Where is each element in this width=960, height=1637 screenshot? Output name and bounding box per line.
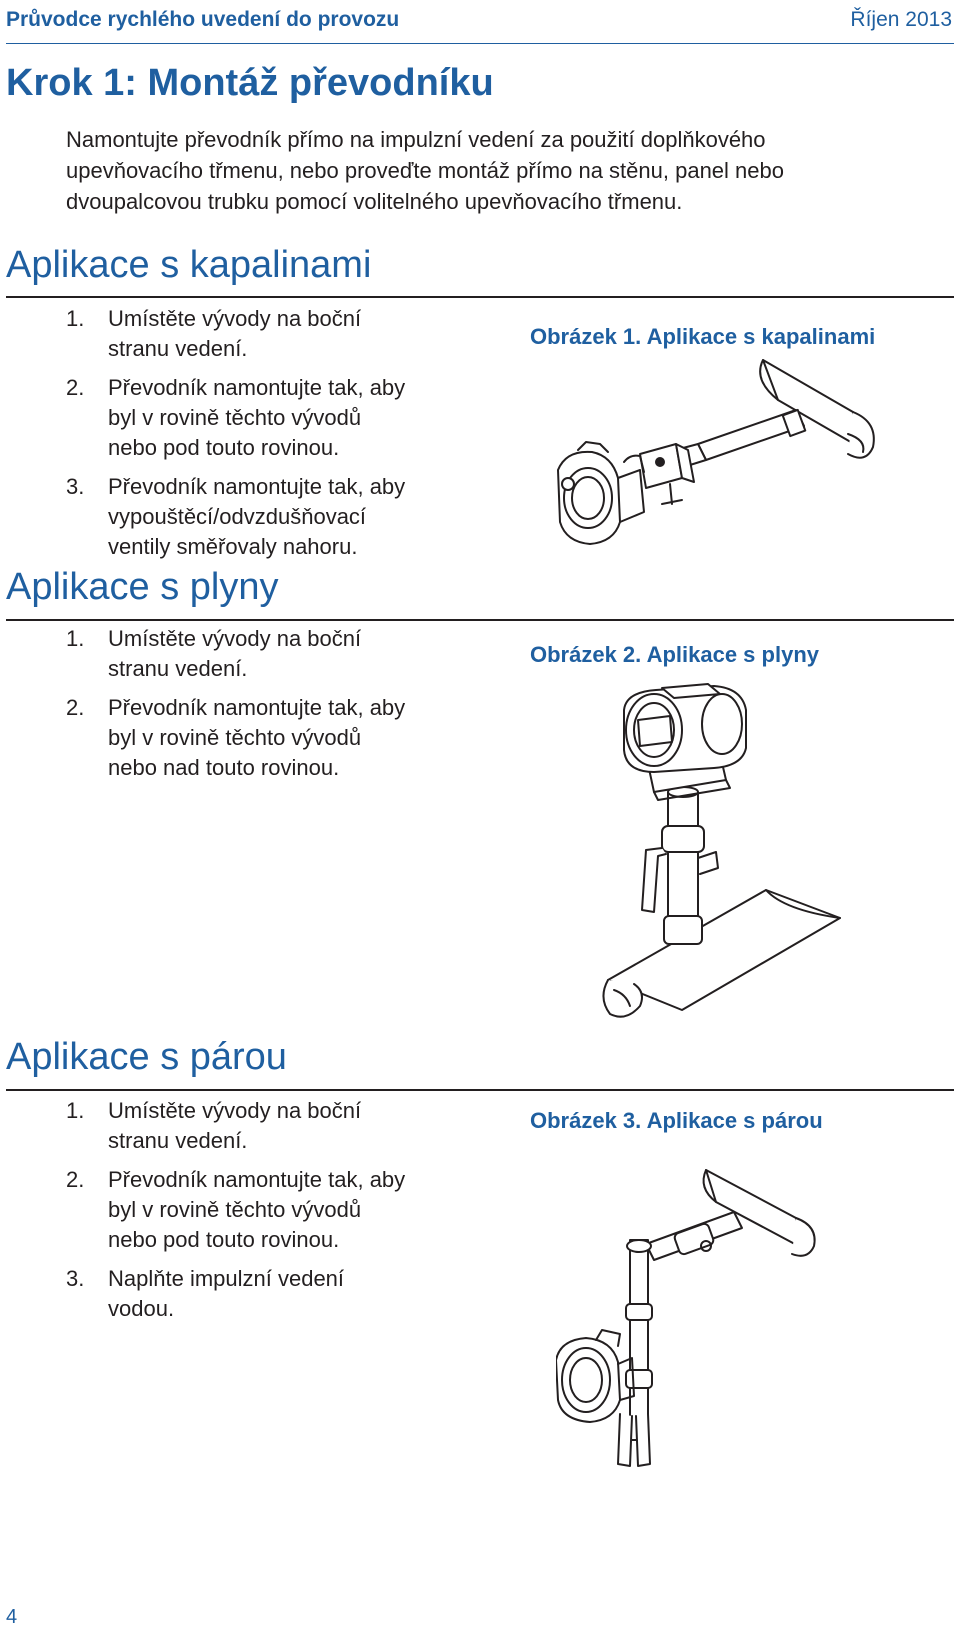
step-line: Převodník namontujte tak, aby bbox=[108, 474, 406, 499]
intro-paragraph bbox=[66, 124, 896, 217]
step-line: nebo pod touto rovinou. bbox=[108, 1227, 340, 1252]
impulse-line-vertical bbox=[618, 1240, 652, 1466]
figure-caption-1: Obrázek 1. Aplikace s kapalinami bbox=[530, 324, 876, 349]
step-number: 2. bbox=[66, 695, 85, 720]
section-heading-liquid: Aplikace s kapalinami bbox=[6, 244, 372, 286]
step-item bbox=[66, 304, 486, 364]
step-line: vodou. bbox=[108, 1296, 175, 1321]
step-item bbox=[66, 1264, 486, 1324]
step-number: 2. bbox=[66, 375, 85, 400]
step-item bbox=[66, 373, 486, 463]
step-line: Umístěte vývody na boční bbox=[108, 626, 362, 651]
running-header-title: Průvodce rychlého uvedení do provozu bbox=[6, 8, 400, 31]
step-line: Převodník namontujte tak, aby bbox=[108, 1167, 406, 1192]
impulse-line-horizontal bbox=[646, 1212, 742, 1260]
step-line: Převodník namontujte tak, aby bbox=[108, 375, 406, 400]
step-item bbox=[66, 624, 486, 684]
transmitter-housing bbox=[558, 442, 644, 544]
page-title: Krok 1: Montáž převodníku bbox=[6, 62, 494, 104]
section-rule bbox=[6, 296, 954, 298]
step-line: vypouštěcí/odvzdušňovací bbox=[108, 504, 367, 529]
step-item bbox=[66, 1096, 486, 1156]
header-divider bbox=[6, 43, 954, 44]
figure-steam-illustration bbox=[556, 1164, 846, 1494]
intro-line: Namontujte převodník přímo na impulzní vedení za použití doplňkového bbox=[66, 127, 766, 152]
section-heading-steam: Aplikace s párou bbox=[6, 1036, 287, 1078]
figure-liquid-illustration bbox=[548, 352, 918, 574]
page-number: 4 bbox=[6, 1606, 18, 1628]
section-rule bbox=[6, 1089, 954, 1091]
step-line: stranu vedení. bbox=[108, 1128, 248, 1153]
impulse-line bbox=[642, 787, 718, 944]
section-rule bbox=[6, 619, 954, 621]
step-item bbox=[66, 693, 486, 783]
step-item bbox=[66, 472, 486, 562]
step-line: Umístěte vývody na boční bbox=[108, 306, 362, 331]
step-line: nebo pod touto rovinou. bbox=[108, 435, 340, 460]
step-number: 1. bbox=[66, 1098, 85, 1123]
step-line: Převodník namontujte tak, aby bbox=[108, 695, 406, 720]
step-line: byl v rovině těchto vývodů bbox=[108, 405, 362, 430]
figure-gas-illustration bbox=[596, 680, 866, 1026]
step-number: 3. bbox=[66, 1266, 85, 1291]
process-pipe bbox=[760, 360, 874, 458]
step-line: byl v rovině těchto vývodů bbox=[108, 725, 362, 750]
steps-steam bbox=[66, 1096, 486, 1333]
step-item bbox=[66, 1165, 486, 1255]
transmitter-housing bbox=[556, 1330, 634, 1422]
step-line: stranu vedení. bbox=[108, 336, 248, 361]
running-header-date: Říjen 2013 bbox=[850, 8, 952, 31]
figure-caption-2: Obrázek 2. Aplikace s plyny bbox=[530, 642, 819, 667]
step-number: 2. bbox=[66, 1167, 85, 1192]
step-number: 1. bbox=[66, 626, 85, 651]
step-line: Umístěte vývody na boční bbox=[108, 1098, 362, 1123]
step-line: stranu vedení. bbox=[108, 656, 248, 681]
valve-manifold bbox=[640, 444, 694, 504]
figure-caption-3: Obrázek 3. Aplikace s párou bbox=[530, 1108, 823, 1133]
step-line: ventily směřovaly nahoru. bbox=[108, 534, 358, 559]
section-heading-gas: Aplikace s plyny bbox=[6, 566, 279, 608]
step-number: 1. bbox=[66, 306, 85, 331]
steps-gas bbox=[66, 624, 486, 792]
steps-liquid bbox=[66, 304, 486, 571]
intro-line: upevňovacího třmenu, nebo proveďte montáž přímo na stěnu, panel nebo bbox=[66, 158, 784, 183]
step-number: 3. bbox=[66, 474, 85, 499]
step-line: byl v rovině těchto vývodů bbox=[108, 1197, 362, 1222]
step-line: nebo nad touto rovinou. bbox=[108, 755, 340, 780]
step-line: Naplňte impulzní vedení bbox=[108, 1266, 345, 1291]
process-pipe bbox=[704, 1170, 815, 1256]
process-pipe bbox=[603, 890, 840, 1017]
transmitter-housing bbox=[624, 684, 746, 772]
intro-line: dvoupalcovou trubku pomocí volitelného upevňovacího třmenu. bbox=[66, 189, 683, 214]
